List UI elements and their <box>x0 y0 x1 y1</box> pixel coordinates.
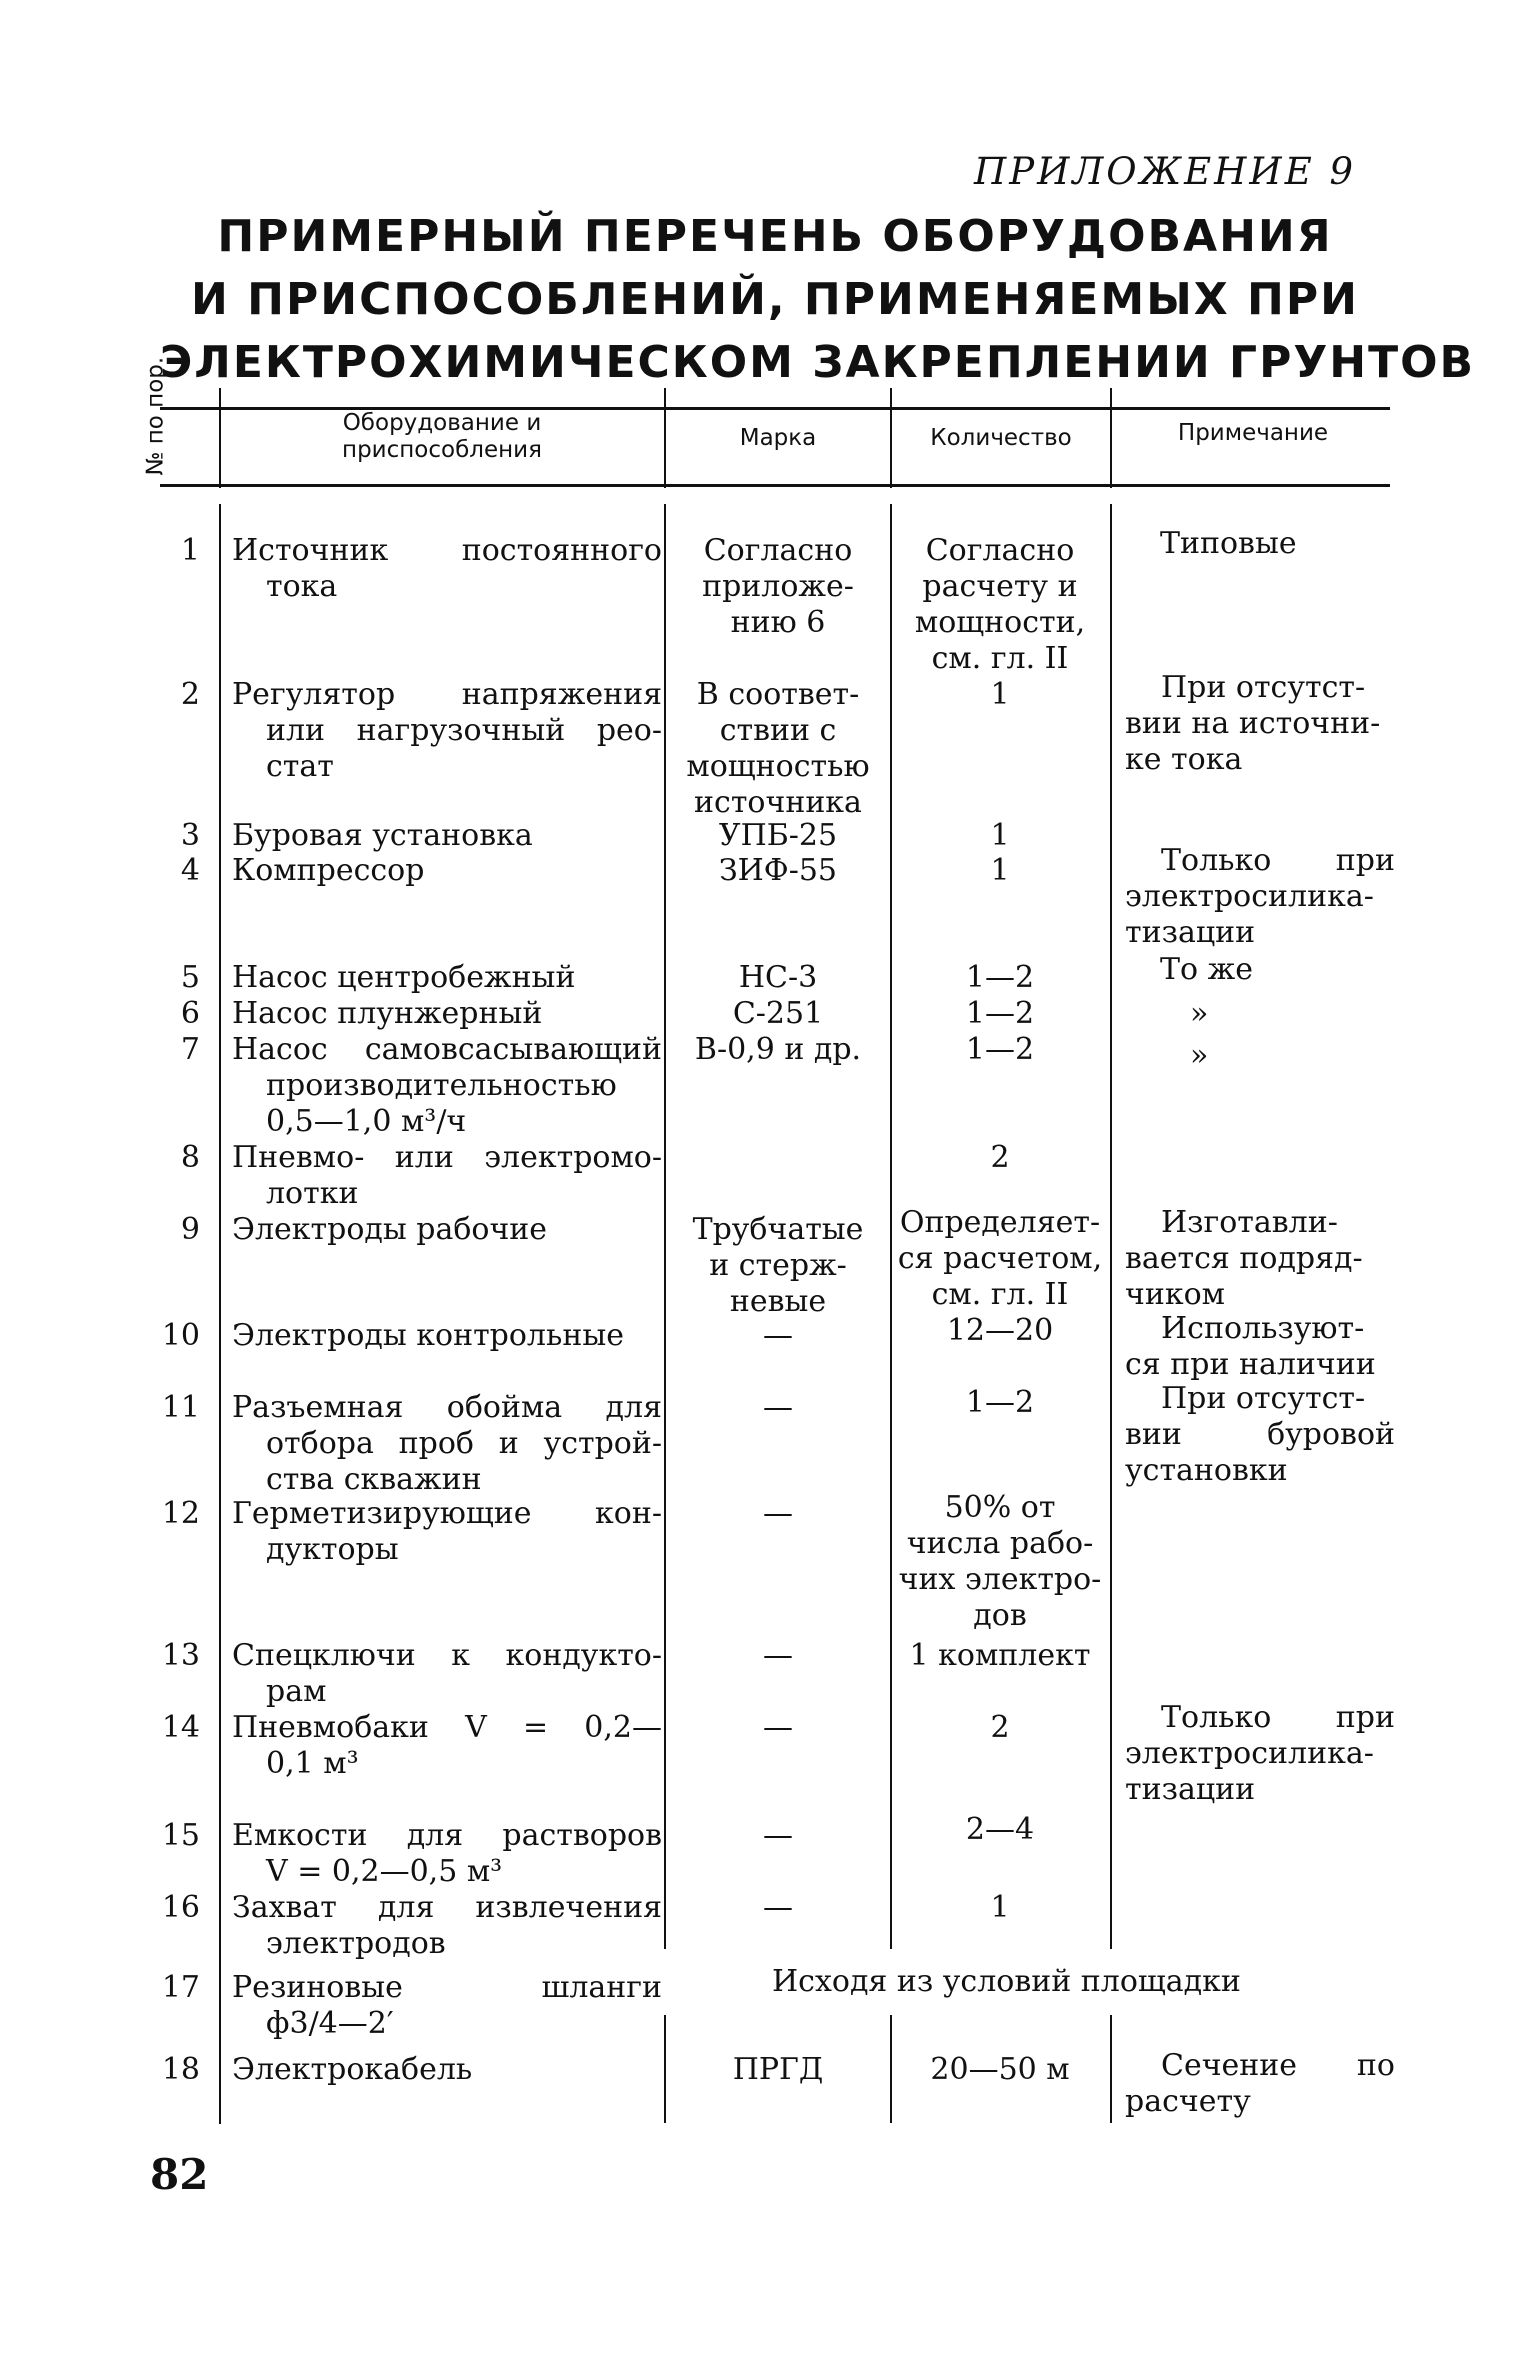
row-note: Сечение по расчету <box>1125 2048 1395 2119</box>
row-name: Электрокабель <box>232 2052 473 2087</box>
header-name-line: Оборудование и <box>342 410 542 436</box>
row-number: 17 <box>161 1970 200 2005</box>
row-number: 9 <box>180 1212 200 1247</box>
row-mark: — <box>763 1496 793 1531</box>
header-qty: Количество <box>930 425 1072 451</box>
row-name: Разъемная обойма для отбора проб и устрой- ства скважин <box>232 1390 662 1497</box>
row-qty: 2—4 <box>965 1812 1035 1847</box>
column-divider <box>1110 2015 1112 2123</box>
row-mark: УПБ-25 <box>718 818 838 853</box>
header-mark: Марка <box>739 425 817 451</box>
row-number: 10 <box>161 1318 200 1353</box>
column-divider <box>664 2015 666 2123</box>
column-divider <box>219 504 221 2124</box>
row-span-note: Исходя из условий площадки <box>772 1964 1241 1999</box>
row-note: » <box>1190 1038 1209 1073</box>
row-qty: 12—20 <box>946 1313 1054 1348</box>
row-name: Компрессор <box>232 853 425 888</box>
row-qty: 20—50 м <box>930 2052 1070 2087</box>
row-name: Пневмо- или электромо- лотки <box>232 1140 662 1211</box>
row-mark: — <box>763 1390 793 1425</box>
header-note: Примечание <box>1177 420 1329 446</box>
row-number: 3 <box>180 818 200 853</box>
column-divider <box>1110 504 1112 1949</box>
row-number: 4 <box>180 853 200 888</box>
row-qty: 1 <box>990 853 1010 888</box>
row-qty: 1 <box>990 1890 1010 1925</box>
row-number: 15 <box>161 1818 200 1853</box>
row-note: При отсутст- вии буровой установки <box>1125 1381 1395 1488</box>
row-number: 14 <box>161 1710 200 1745</box>
row-note: Типовые <box>1160 526 1297 561</box>
row-name: Резиновые шланги ф3/4—2′ <box>232 1970 662 2041</box>
row-number: 11 <box>161 1390 200 1425</box>
header-number-text: № по пор. <box>142 356 169 476</box>
row-number: 1 <box>180 533 200 568</box>
header-divider <box>219 388 221 488</box>
row-name: Насос самовсасывающий производительностью 0,5—1,0 м³/ч <box>232 1032 662 1139</box>
header-divider <box>664 388 666 488</box>
row-name: Захват для извлечения электродов <box>232 1890 662 1961</box>
page-title <box>160 205 1476 394</box>
row-number: 13 <box>161 1638 200 1673</box>
row-mark: С-251 <box>732 996 824 1031</box>
row-mark: ПРГД <box>732 2052 824 2087</box>
row-qty: 2 <box>990 1710 1010 1745</box>
appendix-label: ПРИЛОЖЕНИЕ 9 <box>973 150 1356 193</box>
row-number: 7 <box>180 1032 200 1067</box>
row-qty: 50% от числа рабо- чих электро- дов <box>898 1490 1102 1633</box>
table-header-rule <box>160 484 1390 487</box>
row-mark: — <box>763 1318 793 1353</box>
row-mark: В-0,9 и др. <box>694 1032 862 1067</box>
title-line: ЭЛЕКТРОХИМИЧЕСКОМ ЗАКРЕПЛЕНИИ ГРУНТОВ <box>160 337 1476 388</box>
row-name: Спецключи к кондукто- рам <box>232 1638 662 1709</box>
row-mark: НС-3 <box>738 960 818 995</box>
header-divider <box>1110 388 1112 488</box>
row-mark: — <box>763 1818 793 1853</box>
row-mark: В соответ- ствии с мощностью источника <box>686 677 870 820</box>
row-qty: 1—2 <box>965 996 1035 1031</box>
row-mark: ЗИФ-55 <box>718 853 838 888</box>
row-mark: — <box>763 1710 793 1745</box>
row-name: Емкости для растворов V = 0,2—0,5 м³ <box>232 1818 662 1889</box>
row-name: Буровая установка <box>232 818 533 853</box>
row-name: Насос центробежный <box>232 960 576 995</box>
row-number: 8 <box>180 1140 200 1175</box>
row-number: 2 <box>180 677 200 712</box>
row-mark: — <box>763 1890 793 1925</box>
row-note: Используют- ся при наличии <box>1125 1311 1376 1382</box>
row-name: Насос плунжерный <box>232 996 543 1031</box>
row-name: Источник постоянного тока <box>232 533 662 604</box>
header-name-line: приспособления <box>342 437 542 463</box>
row-number: 6 <box>180 996 200 1031</box>
row-note: » <box>1190 996 1209 1031</box>
row-qty: 1 <box>990 677 1010 712</box>
row-note: Изготавли- вается подряд- чиком <box>1125 1205 1363 1312</box>
row-number: 16 <box>161 1890 200 1925</box>
row-qty: 1—2 <box>965 1385 1035 1420</box>
header-name <box>222 410 662 464</box>
row-qty: 1 <box>990 818 1010 853</box>
row-qty: 1 комплект <box>909 1638 1091 1673</box>
row-number: 18 <box>161 2052 200 2087</box>
title-line: И ПРИСПОСОБЛЕНИЙ, ПРИМЕНЯЕМЫХ ПРИ <box>191 274 1359 325</box>
row-note: При отсутст- вии на источни- ке тока <box>1125 670 1381 777</box>
row-mark: Согласно приложе- нию 6 <box>702 533 854 640</box>
row-note: Только при электросилика- тизации <box>1125 843 1395 950</box>
row-qty: Согласно расчету и мощности, см. гл. II <box>914 533 1086 676</box>
column-divider <box>664 504 666 1949</box>
header-divider <box>890 388 892 488</box>
row-name: Электроды рабочие <box>232 1212 548 1247</box>
row-qty: Определяет- ся расчетом, см. гл. II <box>897 1205 1103 1312</box>
row-name: Регулятор напряжения или нагрузочный рео- стат <box>232 677 662 784</box>
row-name: Пневмобаки V = 0,2— 0,1 м³ <box>232 1710 662 1781</box>
row-mark: — <box>763 1638 793 1673</box>
row-mark: Трубчатые и стерж- невые <box>692 1212 864 1319</box>
row-name: Электроды контрольные <box>232 1318 624 1353</box>
row-qty: 1—2 <box>965 960 1035 995</box>
row-number: 5 <box>180 960 200 995</box>
row-qty: 2 <box>990 1140 1010 1175</box>
row-number: 12 <box>161 1496 200 1531</box>
row-note: Только при электросилика- тизации <box>1125 1700 1395 1807</box>
row-name: Герметизирующие кон- дукторы <box>232 1496 662 1567</box>
row-note: То же <box>1160 952 1253 987</box>
row-qty: 1—2 <box>965 1032 1035 1067</box>
title-line: ПРИМЕРНЫЙ ПЕРЕЧЕНЬ ОБОРУДОВАНИЯ <box>217 211 1333 262</box>
page-number: 82 <box>150 2150 209 2199</box>
